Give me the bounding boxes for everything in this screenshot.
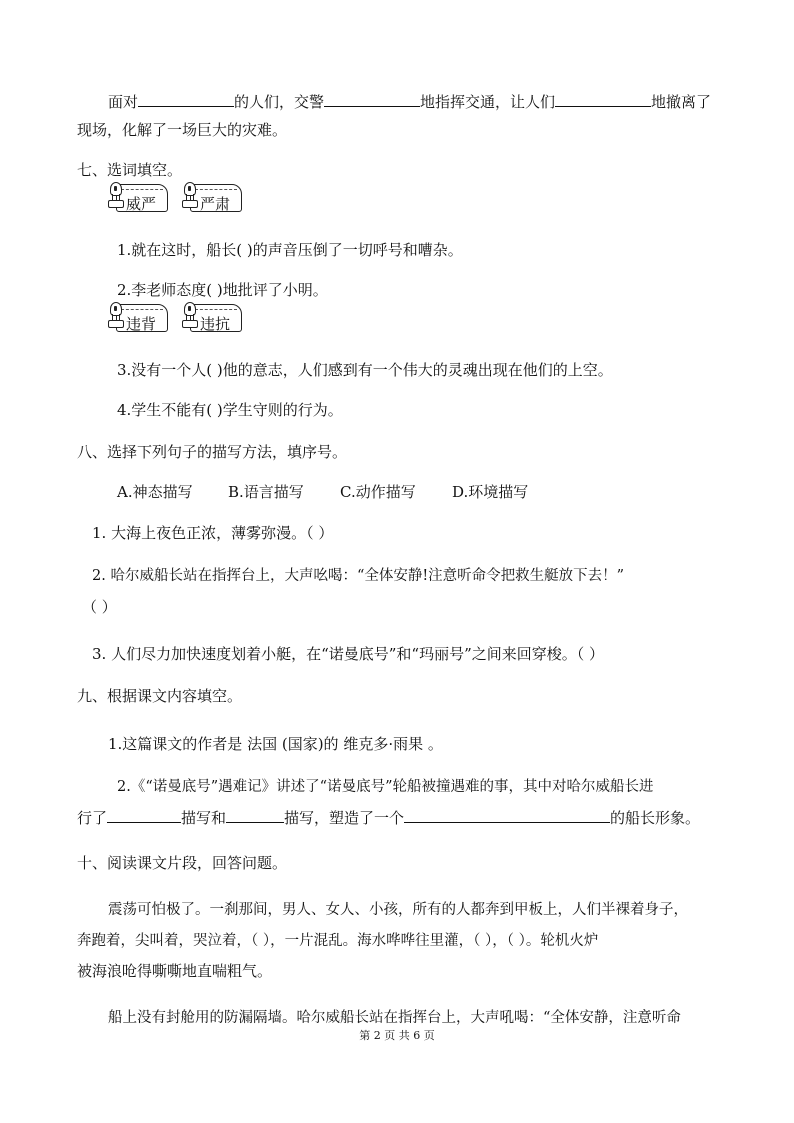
text: 地撤离了 <box>651 93 712 111</box>
text: 地指挥交通，让人们 <box>420 93 556 111</box>
word-card <box>108 302 170 332</box>
stamp-icon <box>182 302 196 326</box>
text: 描写和 <box>181 809 227 827</box>
word-option: 违抗 <box>200 315 231 333</box>
word-option: 严肃 <box>200 195 231 213</box>
question-9-2-line2 <box>77 807 700 829</box>
word-card <box>182 302 244 332</box>
question-8-1: 1. 大海上夜色正浓，薄雾弥漫。（ ） <box>92 524 334 542</box>
section-8-heading: 八、选择下列句子的描写方法，填序号。 <box>77 443 348 461</box>
question-9-2: 2.《“诺曼底号”遇难记》讲述了“诺曼底号”轮船被撞遇难的事，其中对哈尔威船长进 <box>117 779 654 795</box>
section-7-heading: 七、选词填空。 <box>77 161 183 179</box>
stamp-icon <box>108 182 122 206</box>
section-9-heading: 九、根据课文内容填空。 <box>77 687 243 705</box>
stamp-icon <box>182 182 196 206</box>
question-7-1: 1.就在这时，船长( )的声音压倒了一切呼号和嘈杂。 <box>117 241 463 259</box>
answer-blank[interactable] <box>404 807 610 823</box>
option-a: A.神态描写 <box>117 483 193 501</box>
question-8-2-answer: （ ） <box>82 598 117 616</box>
option-d: D.环境描写 <box>452 483 529 501</box>
text: 描写，塑造了一个 <box>284 809 405 827</box>
word-card <box>108 182 170 212</box>
question-7-4: 4.学生不能有( )学生守则的行为。 <box>117 401 343 419</box>
answer-blank[interactable] <box>555 91 651 107</box>
stamp-icon <box>108 302 122 326</box>
passage-line: 奔跑着，尖叫着，哭泣着，（ ），一片混乱。海水哗哗往里灌，（ ），（ ）。轮机火炉 <box>77 933 599 949</box>
question-8-3: 3. 人们尽力加快速度划着小艇，在“诺曼底号”和“玛丽号”之间来回穿梭。（ ） <box>92 645 605 663</box>
text: 面对 <box>108 93 139 111</box>
answer-blank[interactable] <box>138 91 234 107</box>
text: 行了 <box>77 809 108 827</box>
answer-blank[interactable] <box>107 807 181 823</box>
page-footer: 第 2 页 共 6 页 <box>359 1029 435 1042</box>
passage-line: 船上没有封舱用的防漏隔墙。哈尔威船长站在指挥台上，大声吼喝：“全体安静，注意听命 <box>108 1010 681 1026</box>
option-c: C.动作描写 <box>340 483 416 501</box>
word-card <box>182 182 244 212</box>
word-option: 威严 <box>126 195 157 213</box>
text: 的船长形象。 <box>610 809 701 827</box>
text: 的人们，交警 <box>234 93 325 111</box>
question-8-2: 2. 哈尔威船长站在指挥台上，大声吆喝：“全体安静!注意听命令把救生艇放下去！” <box>92 568 625 584</box>
question-7-2: 2.李老师态度( )地批评了小明。 <box>117 281 328 299</box>
fill-line-2: 现场，化解了一场巨大的灾难。 <box>77 121 288 139</box>
answer-blank[interactable] <box>324 91 420 107</box>
question-7-3: 3.没有一个人( )他的意志，人们感到有一个伟大的灵魂出现在他们的上空。 <box>117 361 613 379</box>
fill-line-1 <box>108 91 711 113</box>
question-9-1: 1.这篇课文的作者是 法国 (国家)的 维克多·雨果 。 <box>108 735 443 753</box>
passage-line: 震荡可怕极了。一刹那间，男人、女人、小孩，所有的人都奔到甲板上，人们半裸着身子， <box>108 902 688 918</box>
answer-blank[interactable] <box>226 807 284 823</box>
word-option: 违背 <box>126 315 157 333</box>
passage-line: 被海浪呛得嘶嘶地直喘粗气。 <box>77 962 273 980</box>
section-10-heading: 十、阅读课文片段，回答问题。 <box>77 854 288 872</box>
option-b: B.语言描写 <box>228 483 304 501</box>
